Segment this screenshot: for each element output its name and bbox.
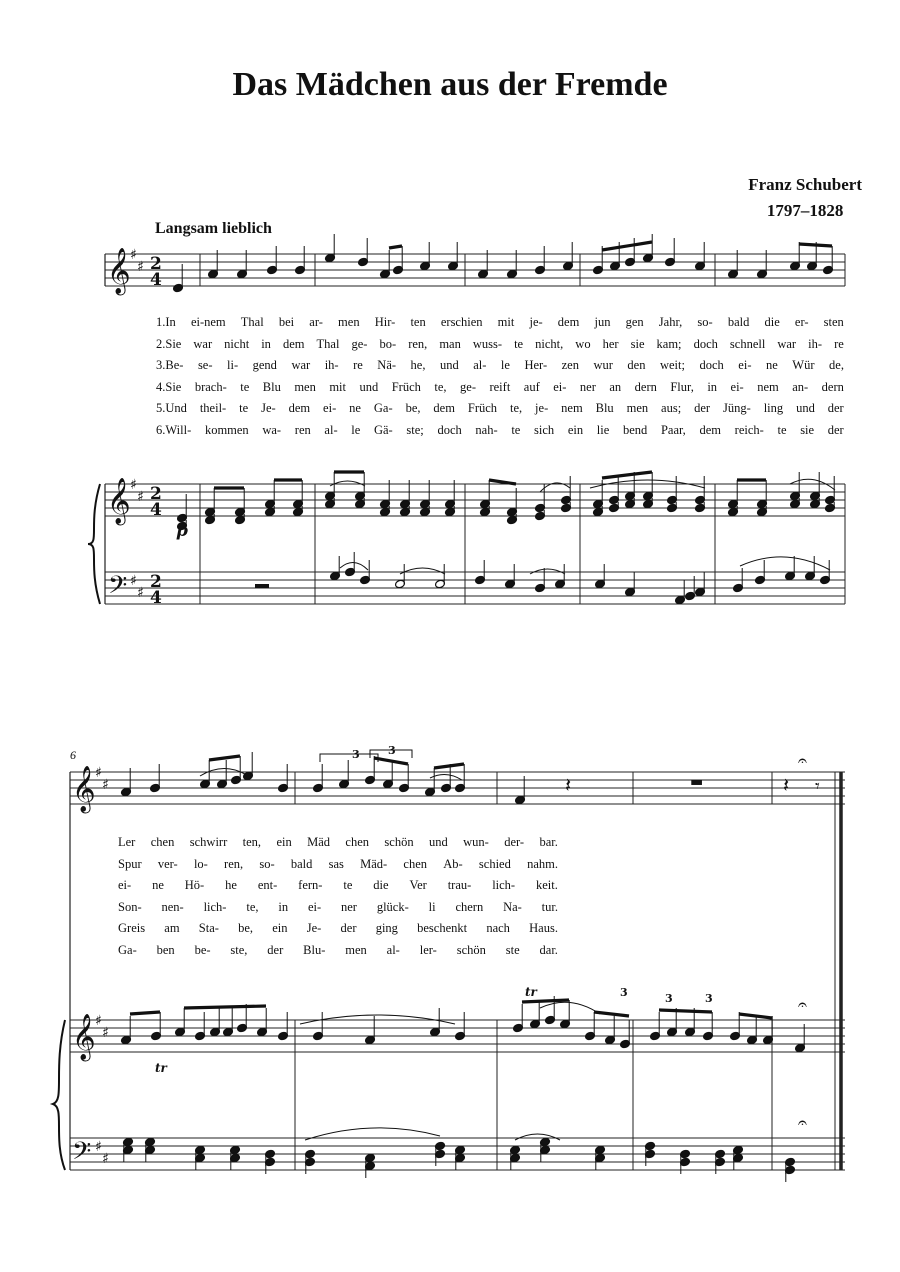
lyric-syllable: be,: [238, 921, 254, 935]
lyric-syllable: wun-: [463, 835, 489, 849]
lyric-syllable: dem: [433, 401, 455, 415]
lyric-syllable: de,: [829, 358, 844, 372]
lyric-syllable: he,: [410, 358, 426, 372]
lyric-syllable: lie: [596, 422, 610, 437]
lyric-syllable: glück-: [376, 899, 409, 914]
lyric-syllable: ner: [579, 379, 596, 394]
song-title: Das Mädchen aus der Fremde: [232, 66, 668, 103]
lyric-syllable: li: [428, 899, 436, 914]
lyric-syllable: lich-: [492, 878, 516, 892]
lyric-syllable: te,: [434, 379, 447, 394]
treble-clef: 𝄞: [72, 766, 96, 812]
lyric-syllable: gen: [625, 315, 644, 329]
lyric-syllable: wa-: [262, 422, 282, 437]
lyric-syllable: in: [707, 379, 718, 394]
quarter-rest: 𝄽: [565, 773, 572, 797]
lyric-syllable: ste,: [230, 942, 248, 957]
lyric-syllable: Ab-: [443, 856, 463, 871]
lyric-syllable: lo-: [193, 856, 208, 871]
time-sig-bottom: 4: [150, 500, 162, 520]
lyric-syllable: bald: [290, 856, 313, 871]
composer-name: Franz Schubert: [748, 175, 862, 194]
lyric-syllable: nicht: [224, 336, 250, 351]
lyric-syllable: ren: [294, 422, 311, 437]
sharp-sign: ♯: [130, 573, 137, 589]
lyric-syllable: auf: [523, 379, 540, 394]
beam: [184, 1006, 266, 1008]
lyric-syllable: men: [294, 379, 316, 394]
lyric-syllable: te,: [509, 401, 523, 415]
lyric-syllable: te: [514, 336, 524, 351]
beam: [489, 480, 516, 484]
lyric-syllable: sich: [534, 422, 555, 437]
lyric-syllable: zen: [561, 358, 579, 372]
lyric-syllable: men: [626, 401, 649, 415]
lyric-syllable: reich-: [734, 422, 764, 437]
lyric-syllable: schied: [478, 856, 511, 871]
lyric-syllable: Blu: [595, 401, 614, 415]
time-sig-top: 2: [150, 572, 162, 592]
lyric-syllable: Spur: [118, 856, 142, 871]
bass-clef: 𝄢: [72, 1137, 92, 1172]
time-sig-bottom: 4: [150, 270, 162, 290]
beam: [130, 1012, 160, 1014]
lyric-syllable: war: [291, 358, 311, 372]
lyric-syllable: nem: [561, 401, 583, 415]
lyric-syllable: Greis: [118, 921, 146, 935]
lyric-syllable: Früch: [391, 379, 421, 394]
lyric-syllable: dem: [557, 315, 580, 329]
lyric-syllable: nach: [486, 921, 510, 935]
lyric-syllable: Her-: [524, 358, 548, 372]
lyric-syllable: der-: [504, 835, 525, 849]
lyric-syllable: re: [353, 358, 363, 372]
sharp-sign: ♯: [137, 585, 144, 601]
slur: [515, 1134, 560, 1140]
lyric-syllable: ling: [763, 401, 784, 415]
lyric-syllable: ei-: [323, 401, 337, 415]
lyric-syllable: ent-: [257, 878, 278, 892]
lyric-syllable: ei-: [553, 379, 567, 394]
lyric-syllable: beschenkt: [417, 921, 468, 935]
slur: [400, 568, 445, 574]
beam: [602, 242, 652, 250]
lyric-syllable: je-: [529, 315, 543, 329]
lyric-syllable: war: [193, 336, 213, 351]
lyric-syllable: 2.Sie: [156, 336, 182, 351]
lyric-syllable: am: [164, 921, 180, 935]
lyric-syllable: Blu-: [303, 942, 326, 957]
lyric-syllable: lich-: [203, 899, 227, 914]
lyric-syllable: nen-: [161, 899, 184, 914]
lyric-syllable: dar.: [539, 942, 558, 957]
lyric-syllable: te: [240, 379, 250, 394]
lyric-syllable: he: [225, 878, 237, 892]
lyric-syllable: Nä-: [377, 358, 397, 372]
slur: [740, 557, 830, 570]
lyric-syllable: bald: [727, 315, 750, 329]
trill-mark: tr: [525, 985, 537, 999]
lyric-syllable: ben: [156, 942, 175, 957]
lyric-syllable: ne: [765, 358, 778, 372]
beam: [209, 756, 240, 760]
whole-rest: ▬: [690, 774, 704, 790]
lyric-syllable: 3.Be-: [156, 358, 184, 372]
treble-clef: 𝄞: [72, 1014, 96, 1060]
lyric-syllable: 6.Will-: [156, 422, 192, 437]
lyric-syllable: ler-: [419, 942, 437, 957]
lyric-syllable: ei-nem: [190, 315, 226, 329]
lyric-syllable: doch: [699, 358, 724, 372]
lyric-syllable: Haus.: [529, 921, 558, 935]
lyric-syllable: in: [278, 899, 289, 914]
lyric-syllable: wo: [575, 336, 591, 351]
sharp-sign: ♯: [95, 1013, 102, 1029]
slur: [430, 774, 462, 780]
lyric-syllable: nahm.: [527, 856, 558, 871]
treble-clef: 𝄞: [107, 248, 131, 294]
lyric-syllable: Na-: [503, 899, 522, 914]
lyric-syllable: te: [343, 878, 353, 892]
lyric-syllable: dem: [288, 401, 311, 415]
lyric-syllable: sas: [328, 856, 344, 871]
lyric-syllable: te: [239, 401, 249, 415]
lyric-syllable: ar-: [309, 315, 323, 329]
lyric-syllable: her: [602, 336, 619, 351]
lyric-syllable: weit;: [659, 358, 685, 372]
lyric-syllable: men: [338, 315, 360, 329]
triplet-bracket: [320, 754, 378, 762]
lyric-syllable: kam;: [656, 336, 682, 351]
lyric-syllable: Jüng-: [723, 401, 751, 415]
lyric-syllable: te: [511, 422, 521, 437]
lyric-syllable: theil-: [199, 401, 227, 415]
lyric-syllable: le: [351, 422, 361, 437]
lyric-syllable: gend: [252, 358, 277, 372]
lyric-syllable: bei: [278, 315, 295, 329]
lyric-syllable: te: [777, 422, 787, 437]
lyric-syllable: den: [627, 358, 646, 372]
lyric-syllable: schnell: [729, 336, 766, 351]
lyric-syllable: ste;: [406, 422, 424, 437]
whole-rest: [255, 584, 269, 588]
lyric-syllable: wuss-: [472, 336, 503, 351]
lyric-syllable: ver-: [157, 856, 178, 871]
lyric-syllable: und: [359, 379, 379, 394]
triplet-mark: 3: [665, 992, 673, 1005]
lyric-syllable: nah-: [475, 422, 498, 437]
tempo-marking: Langsam lieblich: [155, 220, 272, 237]
lyric-syllable: kommen: [204, 422, 249, 437]
lyric-syllable: und: [428, 835, 448, 849]
lyric-syllable: Hö-: [184, 878, 205, 892]
lyric-syllable: Mäd: [307, 835, 331, 849]
lyric-syllable: ten,: [242, 835, 262, 849]
fermata: 𝄐: [798, 995, 807, 1014]
lyric-syllable: ih-: [324, 358, 339, 372]
lyric-syllable: 5.Und: [156, 401, 187, 415]
composer-dates: 1797–1828: [766, 201, 844, 220]
lyric-syllable: je-: [535, 401, 549, 415]
sharp-sign: ♯: [95, 765, 102, 781]
lyric-syllable: sten: [823, 315, 844, 329]
lyric-syllable: ih-: [808, 336, 823, 351]
lyric-syllable: nem: [757, 379, 779, 394]
lyric-syllable: Sta-: [198, 921, 219, 935]
lyric-syllable: be-: [194, 942, 211, 957]
beam: [602, 472, 652, 478]
lyric-syllable: Flur,: [670, 379, 694, 394]
lyric-syllable: ren,: [224, 856, 244, 871]
lyric-syllable: ei-: [730, 379, 744, 394]
lyric-syllable: man: [439, 336, 461, 351]
bass-clef: 𝄢: [108, 571, 128, 606]
lyric-syllable: an-: [792, 379, 809, 394]
lyric-syllable: tur.: [541, 899, 558, 914]
lyric-syllable: dern: [821, 379, 844, 394]
time-sig-bottom: 4: [150, 588, 162, 608]
lyric-syllable: Mäd-: [360, 856, 388, 871]
grand-staff-brace: [88, 484, 100, 604]
lyric-syllable: chen: [403, 856, 428, 871]
lyric-syllable: doch: [437, 422, 462, 437]
grand-staff-brace: [53, 1020, 65, 1170]
lyric-syllable: ein: [272, 921, 288, 935]
lyric-syllable: so-: [259, 856, 275, 871]
triplet-mark: 3: [352, 748, 360, 761]
beam: [659, 1010, 712, 1012]
lyric-syllable: Wür: [792, 358, 815, 372]
sharp-sign: ♯: [130, 247, 137, 263]
time-sig-top: 2: [150, 254, 162, 274]
lyric-syllable: in: [261, 336, 271, 351]
sharp-sign: ♯: [137, 259, 144, 275]
lyric-syllable: Jahr,: [658, 315, 683, 329]
lyric-syllable: ten: [410, 315, 426, 329]
lyric-syllable: Ga-: [118, 942, 137, 957]
triplet-mark: 3: [620, 986, 628, 999]
lyric-syllable: ne: [349, 401, 361, 415]
lyric-syllable: chern: [455, 899, 484, 914]
lyric-syllable: ein: [276, 835, 292, 849]
beam: [799, 244, 832, 246]
lyric-syllable: Je-: [261, 401, 276, 415]
sharp-sign: ♯: [102, 777, 109, 793]
lyric-syllable: re: [834, 336, 844, 351]
lyric-syllable: schön: [384, 835, 414, 849]
lyric-syllable: der: [340, 921, 357, 935]
lyric-syllable: chen: [150, 835, 175, 849]
lyric-syllable: Son-: [118, 899, 142, 914]
lyric-syllable: bo-: [379, 336, 397, 351]
slur: [540, 1002, 600, 1014]
beam: [739, 1014, 772, 1018]
lyric-syllable: er-: [794, 315, 809, 329]
lyric-syllable: der: [267, 942, 284, 957]
lyric-syllable: te,: [246, 899, 259, 914]
lyric-syllable: schwirr: [189, 835, 228, 849]
lyric-syllable: Thal: [240, 315, 264, 329]
lyric-syllable: ste: [505, 942, 520, 957]
lyric-syllable: ei-: [307, 899, 322, 914]
lyric-syllable: trau-: [447, 878, 472, 892]
lyric-syllable: Früch: [467, 401, 498, 415]
treble-clef: 𝄞: [107, 478, 131, 524]
lyric-syllable: an: [609, 379, 622, 394]
lyric-syllable: nicht,: [535, 336, 564, 351]
lyric-syllable: bend: [622, 422, 648, 437]
lyric-syllable: Ver: [409, 878, 427, 892]
lyric-syllable: 4.Sie: [156, 379, 182, 394]
lyric-syllable: Paar,: [660, 422, 686, 437]
lyric-syllable: ren,: [408, 336, 428, 351]
lyric-syllable: ei-: [118, 878, 132, 892]
lyric-syllable: Gä-: [373, 422, 393, 437]
lyric-syllable: Thal: [316, 336, 340, 351]
lyric-syllable: dern: [634, 379, 657, 394]
lyric-syllable: li-: [227, 358, 239, 372]
measure-number: 6: [70, 748, 76, 762]
lyric-syllable: ging: [375, 921, 398, 935]
lyric-syllable: chen: [345, 835, 370, 849]
lyric-syllable: se-: [197, 358, 213, 372]
lyric-syllable: und: [796, 401, 815, 415]
lyric-syllable: ein: [567, 422, 584, 437]
lyric-syllable: al-: [386, 942, 400, 957]
triplet-mark: 3: [388, 744, 396, 757]
lyric-syllable: sie: [800, 422, 815, 437]
sharp-sign: ♯: [130, 477, 137, 493]
lyric-syllable: ne: [152, 878, 164, 892]
fermata: 𝄐: [798, 751, 807, 770]
slur: [790, 479, 835, 490]
lyric-syllable: mit: [497, 315, 515, 329]
beam: [374, 758, 408, 764]
sharp-sign: ♯: [95, 1139, 102, 1155]
lyric-syllable: reift: [489, 379, 511, 394]
lyric-syllable: und: [439, 358, 459, 372]
lyric-syllable: der: [827, 422, 844, 437]
lyric-syllable: al-: [473, 358, 487, 372]
lyric-syllable: doch: [693, 336, 718, 351]
lyric-syllable: keit.: [536, 878, 558, 892]
lyric-syllable: Ga-: [373, 401, 393, 415]
lyric-syllable: Je-: [306, 921, 322, 935]
lyric-syllable: dem: [282, 336, 305, 351]
lyric-syllable: mit: [329, 379, 346, 394]
lyric-syllable: so-: [697, 315, 713, 329]
lyric-syllable: ge-: [460, 379, 476, 394]
lyric-syllable: Ler: [118, 835, 136, 849]
lyric-syllable: die: [764, 315, 780, 329]
lyric-syllable: aus;: [661, 401, 682, 415]
time-sig-top: 2: [150, 484, 162, 504]
triplet-mark: 3: [705, 992, 713, 1005]
lyric-syllable: al-: [324, 422, 338, 437]
fermata: 𝄐: [798, 1113, 807, 1132]
lyric-syllable: 1.In: [156, 315, 176, 329]
quarter-rest: 𝄽: [783, 773, 790, 797]
lyric-syllable: Blu: [262, 379, 281, 394]
lyric-syllable: der: [827, 401, 844, 415]
sharp-sign: ♯: [102, 1151, 109, 1167]
lyric-syllable: erschien: [440, 315, 483, 329]
lyric-syllable: bar.: [539, 835, 558, 849]
dynamic-piano: p: [176, 521, 188, 541]
beam: [434, 764, 464, 768]
lyric-syllable: schön: [456, 942, 486, 957]
eighth-rest: 𝄾: [815, 776, 820, 797]
lyric-syllable: sie: [630, 336, 645, 351]
lyric-syllable: fern-: [298, 878, 323, 892]
lyric-syllable: brach-: [194, 379, 227, 394]
lyric-syllable: Hir-: [374, 315, 396, 329]
lyric-syllable: wur: [593, 358, 613, 372]
lyric-syllable: ge-: [351, 336, 368, 351]
beam: [389, 246, 402, 248]
lyric-syllable: die: [373, 878, 389, 892]
lyric-syllable: be,: [405, 401, 421, 415]
beam: [522, 1000, 569, 1002]
lyric-syllable: der: [694, 401, 711, 415]
lyric-syllable: war: [777, 336, 797, 351]
lyric-syllable: le: [500, 358, 510, 372]
lyric-syllable: ei-: [738, 358, 752, 372]
sharp-sign: ♯: [137, 489, 144, 505]
trill-mark: tr: [155, 1061, 167, 1075]
lyric-syllable: men: [345, 942, 367, 957]
lyric-syllable: ner: [341, 899, 357, 914]
lyric-syllable: dem: [699, 422, 721, 437]
lyric-syllable: jun: [594, 315, 611, 329]
sharp-sign: ♯: [102, 1025, 109, 1041]
